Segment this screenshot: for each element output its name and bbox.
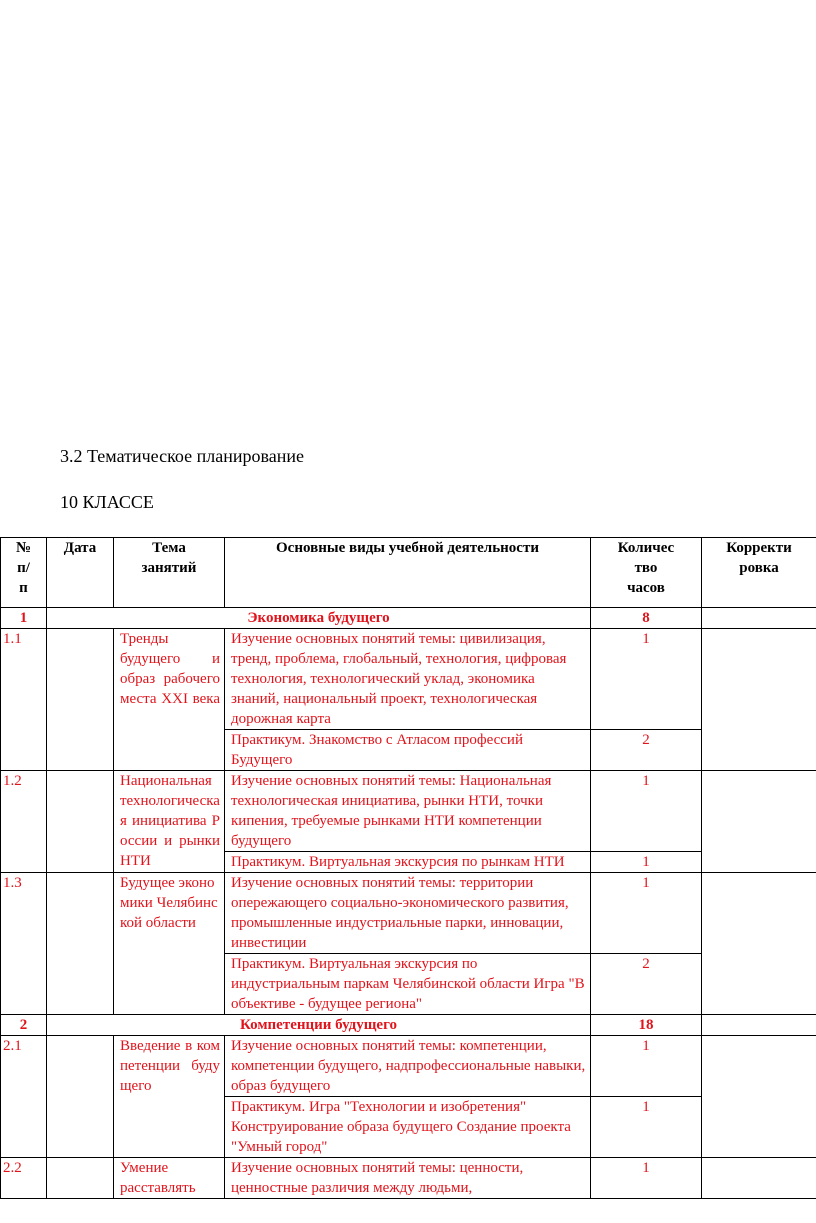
- topic-number: 1.2: [1, 771, 47, 873]
- correction-cell: [702, 629, 816, 771]
- topic-title: Умение расставлять: [114, 1158, 225, 1199]
- thematic-plan-table: [0, 537, 816, 1199]
- section-hours: 18: [591, 1015, 702, 1036]
- date-cell: [47, 1158, 114, 1199]
- section-title: Экономика будущего: [47, 608, 591, 629]
- date-cell: [47, 873, 114, 1015]
- activity-text: Изучение основных понятий темы: ценности, ценностные различия между людьми,: [225, 1158, 591, 1199]
- section-heading: 3.2 Тематическое планирование: [60, 446, 304, 466]
- activity-hours: 1: [591, 1097, 702, 1158]
- activity-text: Практикум. Виртуальная экскурсия по индустриальным паркам Челябинской области Игра "В объективе - будущее региона": [225, 954, 591, 1015]
- table-row: [1, 629, 816, 730]
- activity-hours: 1: [591, 1158, 702, 1199]
- table-row: [1, 873, 816, 954]
- section-hours: 8: [591, 608, 702, 629]
- correction-cell: [702, 873, 816, 1015]
- col-header-topic: Тема занятий: [114, 538, 225, 608]
- topic-title: Национальная технологическая инициатива России и рынки НТИ: [114, 771, 225, 873]
- section-correction: [702, 608, 816, 629]
- activity-text: Практикум. Знакомство с Атласом профессий Будущего: [225, 730, 591, 771]
- topic-number: 1.3: [1, 873, 47, 1015]
- date-cell: [47, 771, 114, 873]
- activity-hours: 1: [591, 873, 702, 954]
- section-number: 1: [1, 608, 47, 629]
- table-row: [1, 1158, 816, 1199]
- topic-number: 2.2: [1, 1158, 47, 1199]
- activity-text: Изучение основных понятий темы: Национальная технологическая инициатива, рынки НТИ, точки кипения, требуемые рынками НТИ компетенции будущего: [225, 771, 591, 852]
- date-cell: [47, 629, 114, 771]
- table-row: [1, 771, 816, 852]
- correction-cell: [702, 771, 816, 873]
- date-cell: [47, 1036, 114, 1158]
- activity-hours: 1: [591, 771, 702, 852]
- activity-hours: 2: [591, 954, 702, 1015]
- section-number: 2: [1, 1015, 47, 1036]
- col-header-date: Дата: [47, 538, 114, 608]
- topic-number: 2.1: [1, 1036, 47, 1158]
- activity-text: Изучение основных понятий темы: территории опережающего социально-экономического развития, промышленные индустриальные парки, инновации, инвестиции: [225, 873, 591, 954]
- section-correction: [702, 1015, 816, 1036]
- col-header-hours: Количес тво часов: [591, 538, 702, 608]
- col-header-correction: Корректи ровка: [702, 538, 816, 608]
- activity-hours: 2: [591, 730, 702, 771]
- section-row: [1, 608, 816, 629]
- grade-heading: 10 КЛАССЕ: [60, 492, 154, 512]
- activity-hours: 1: [591, 629, 702, 730]
- topic-title: Тренды будущего и образ рабочего места XXI века: [114, 629, 225, 771]
- topic-number: 1.1: [1, 629, 47, 771]
- correction-cell: [702, 1158, 816, 1199]
- activity-hours: 1: [591, 852, 702, 873]
- activity-text: Практикум. Виртуальная экскурсия по рынкам НТИ: [225, 852, 591, 873]
- col-header-number: № п/ п: [1, 538, 47, 608]
- col-header-activities: Основные виды учебной деятельности: [225, 538, 591, 608]
- section-title: Компетенции будущего: [47, 1015, 591, 1036]
- activity-text: Изучение основных понятий темы: компетенции, компетенции будущего, надпрофессиональные навыки, образ будущего: [225, 1036, 591, 1097]
- topic-title: Введение в компетенции будущего: [114, 1036, 225, 1158]
- activity-hours: 1: [591, 1036, 702, 1097]
- correction-cell: [702, 1036, 816, 1158]
- topic-title: Будущее экономики Челябинской области: [114, 873, 225, 1015]
- table-row: [1, 1036, 816, 1097]
- activity-text: Изучение основных понятий темы: цивилизация, тренд, проблема, глобальный, технология, цифровая технология, технологический уклад, экономика знаний, национальный проект, технологическая дорожная карта: [225, 629, 591, 730]
- activity-text: Практикум. Игра "Технологии и изобретения" Конструирование образа будущего Создание проекта "Умный город": [225, 1097, 591, 1158]
- section-row: [1, 1015, 816, 1036]
